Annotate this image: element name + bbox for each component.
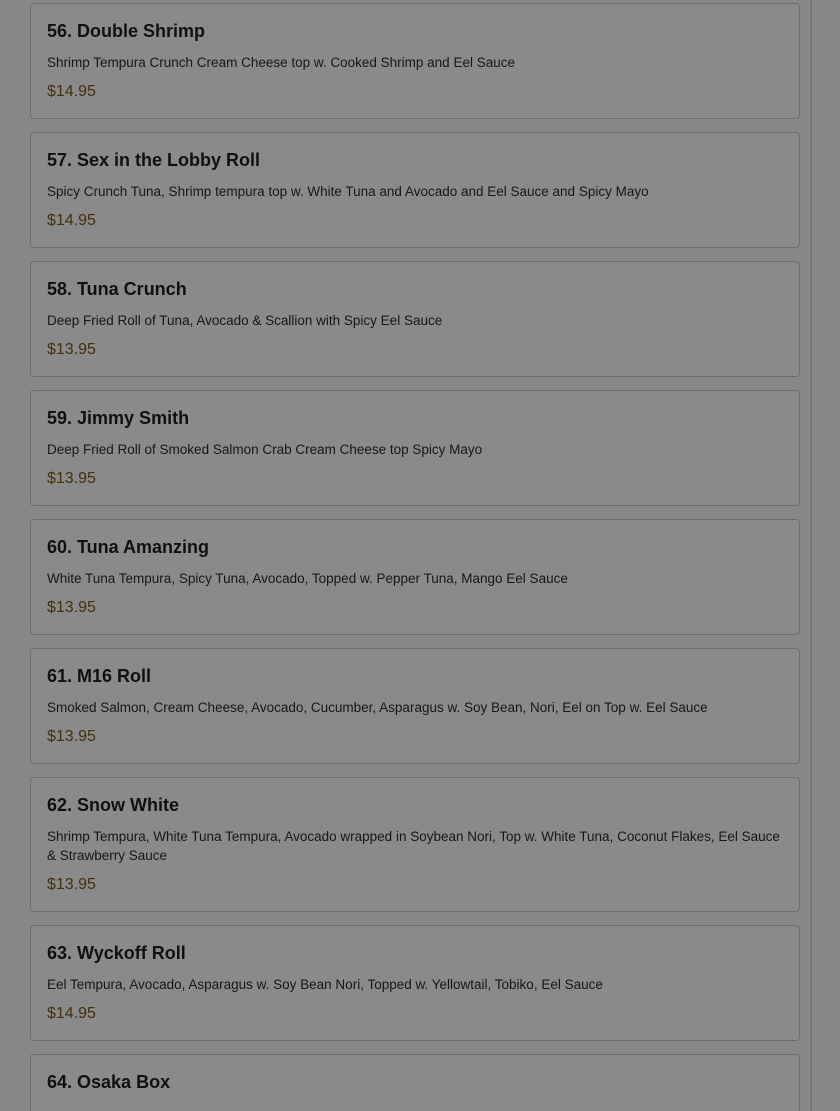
menu-item-name: 64. Osaka Box <box>47 1072 171 1092</box>
menu-item-price: $13.95 <box>47 470 96 487</box>
menu-item-name: 56. Double Shrimp <box>47 21 206 41</box>
menu-item-description: Smoked Salmon, Cream Cheese, Avocado, Cucumber, Asparagus w. Soy Bean, Nori, Eel on Top w. Eel Sauce <box>47 700 708 715</box>
menu-item-name: 59. Jimmy Smith <box>47 408 190 428</box>
menu-item-description: Deep Fried Roll of Smoked Salmon Crab Cream Cheese top Spicy Mayo <box>47 442 483 457</box>
menu-item-price: $13.95 <box>47 341 96 358</box>
menu-item-price: $13.95 <box>47 728 96 745</box>
menu-item-price: $13.95 <box>47 599 96 616</box>
menu-item-name: 61. M16 Roll <box>47 666 152 686</box>
menu-item-price: $13.95 <box>47 876 96 893</box>
menu-item-description: Shrimp Tempura, White Tuna Tempura, Avocado wrapped in Soybean Nori, Top w. White Tuna, Coconut Flakes, Eel Sauce & Strawberry Sauce <box>47 829 780 863</box>
menu-item-name: 60. Tuna Amanzing <box>47 537 210 557</box>
menu-item-name: 62. Snow White <box>47 795 180 815</box>
menu-item-description: Eel Tempura, Avocado, Asparagus w. Soy Bean Nori, Topped w. Yellowtail, Tobiko, Eel Sauce <box>47 977 603 992</box>
menu-item-name: 57. Sex in the Lobby Roll <box>47 150 261 170</box>
menu-item-name: 63. Wyckoff Roll <box>47 943 186 963</box>
menu-item-description: White Tuna Tempura, Spicy Tuna, Avocado, Topped w. Pepper Tuna, Mango Eel Sauce <box>47 571 568 586</box>
menu-item-description: Shrimp Tempura Crunch Cream Cheese top w. Cooked Shrimp and Eel Sauce <box>47 55 515 70</box>
menu-item-price: $14.95 <box>47 1005 96 1022</box>
menu-item-price: $14.95 <box>47 83 96 100</box>
menu-item-description: Spicy Crunch Tuna, Shrimp tempura top w. White Tuna and Avocado and Eel Sauce and Spicy Mayo <box>47 184 649 199</box>
menu-item-price: $14.95 <box>47 212 96 229</box>
menu-item-name: 58. Tuna Crunch <box>47 279 187 299</box>
menu-item-description: Deep Fried Roll of Tuna, Avocado & Scallion with Spicy Eel Sauce <box>47 313 443 328</box>
